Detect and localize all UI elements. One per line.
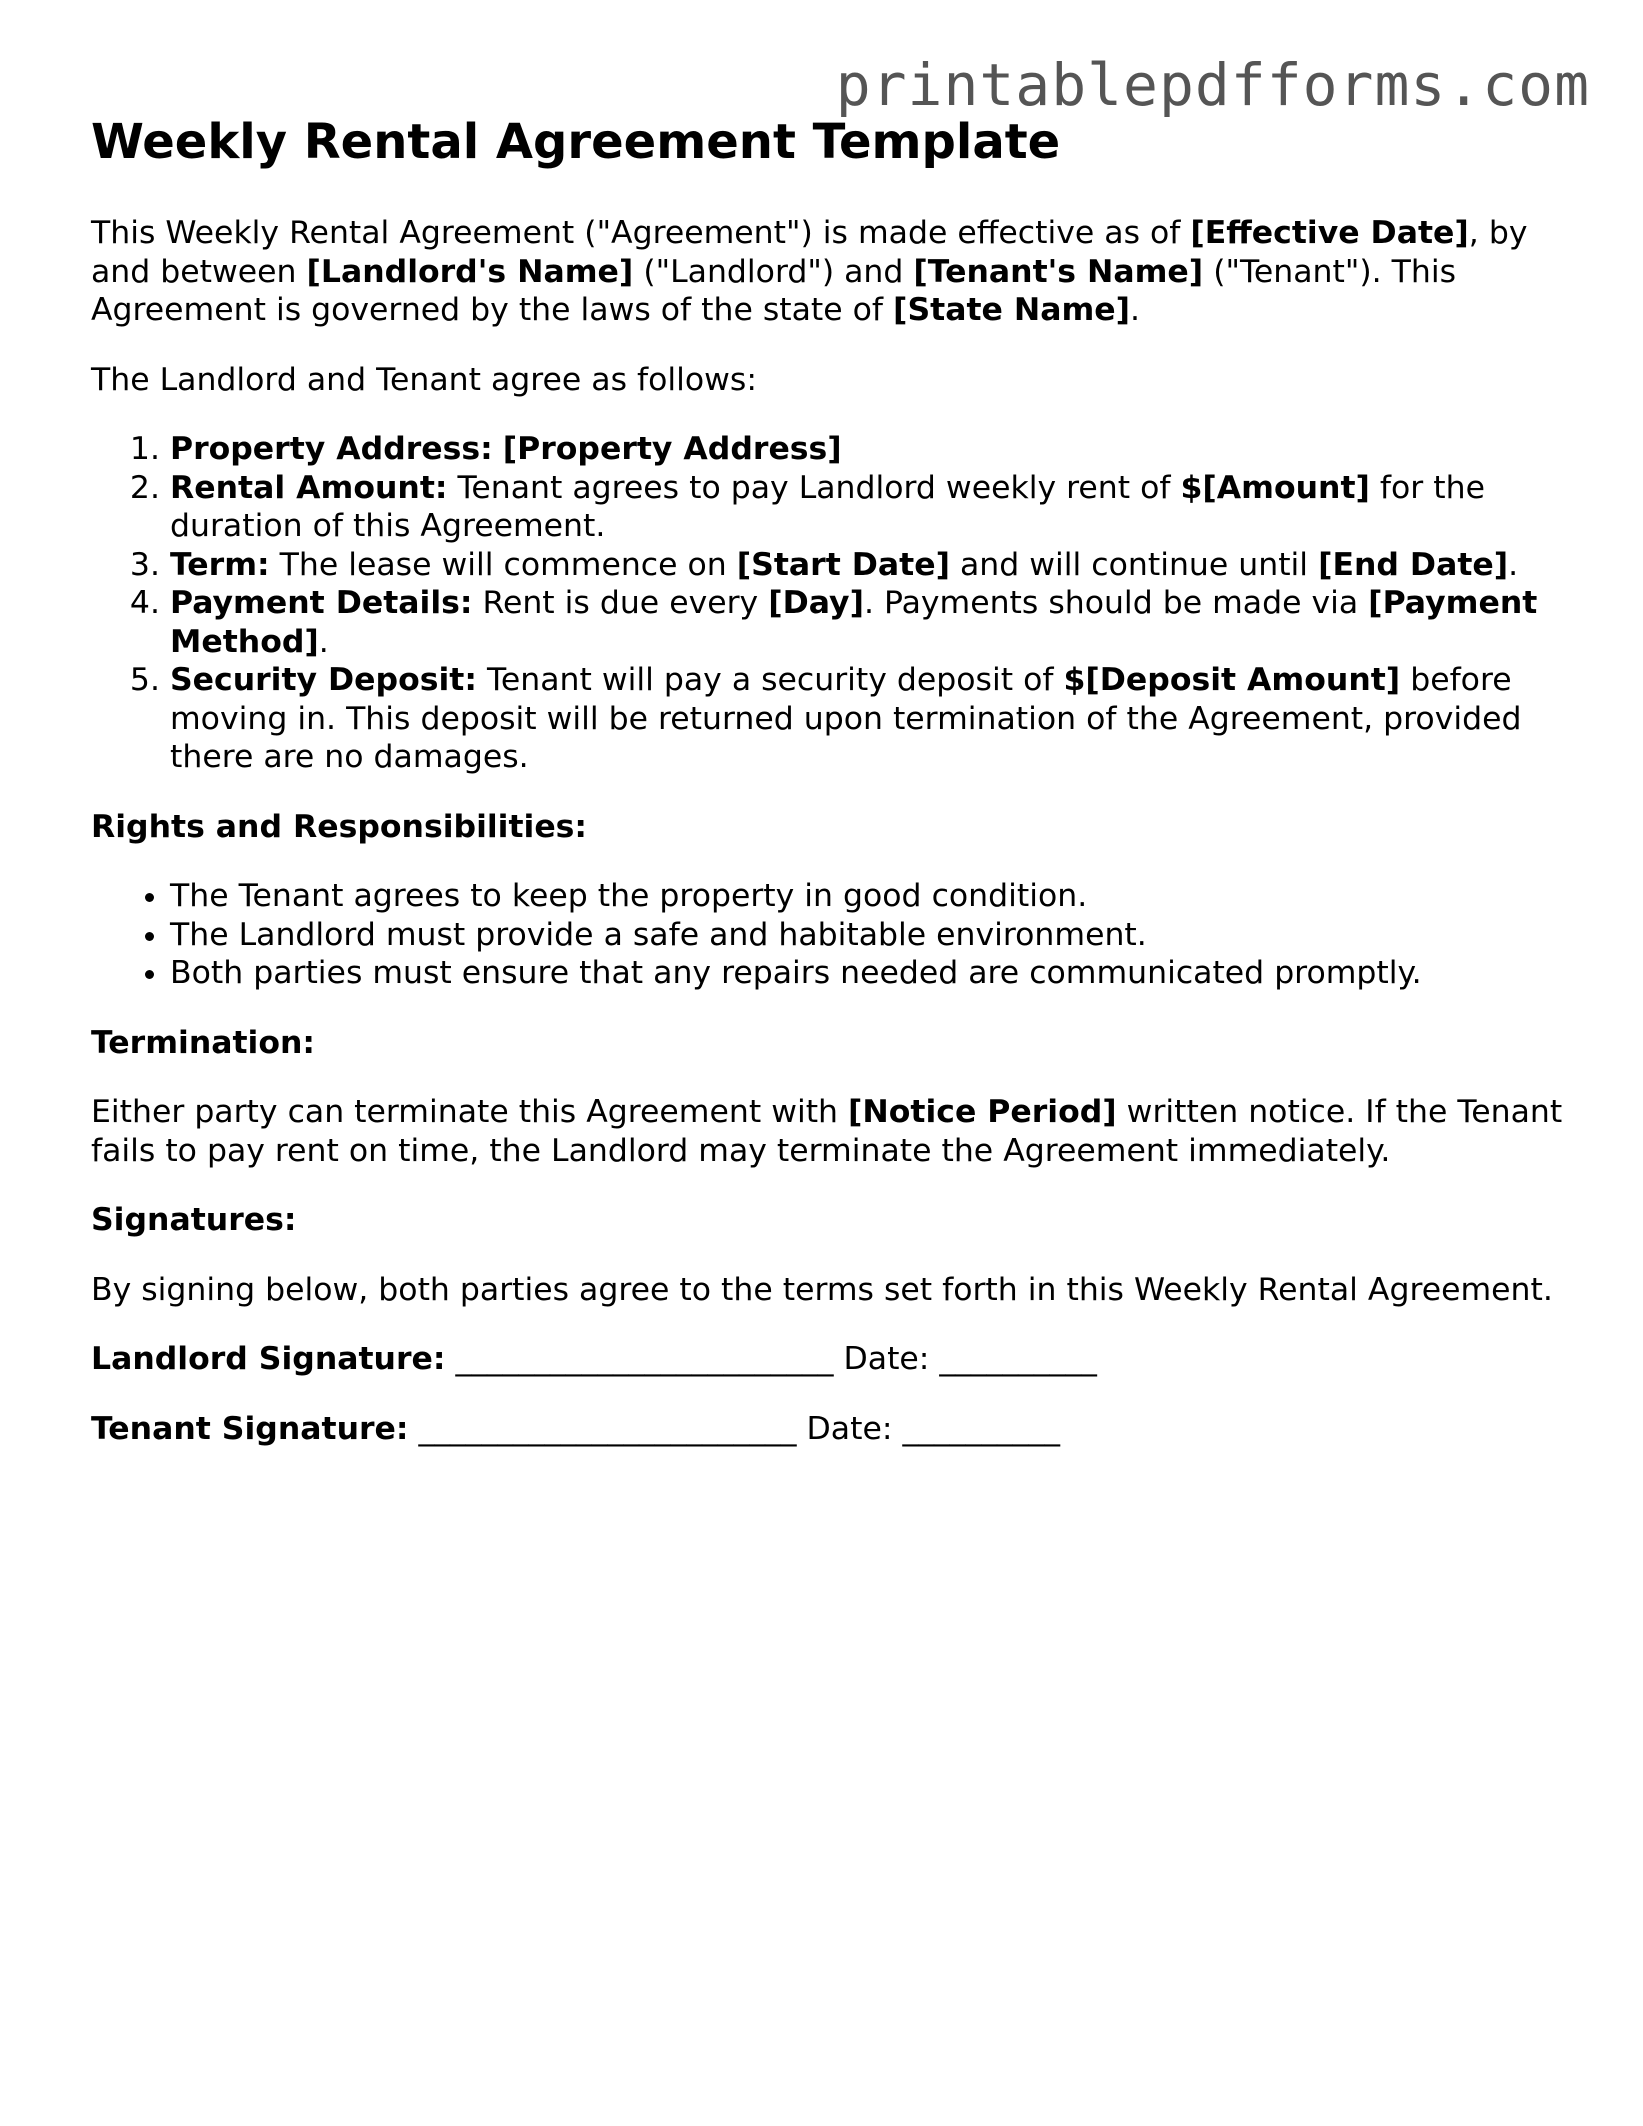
property-address-placeholder: [Property Address] bbox=[502, 431, 842, 467]
landlord-signature-label: Landlord Signature: bbox=[91, 1341, 446, 1377]
intro-paragraph bbox=[91, 214, 1591, 330]
landlord-signature-field[interactable]: ________________________ bbox=[445, 1341, 844, 1377]
term-text-3: . bbox=[1508, 546, 1519, 583]
deposit-text-2: before moving in. This deposit will be returned upon termination of the Agreement, provided there are no damages. bbox=[170, 662, 1522, 775]
term-property-address bbox=[170, 430, 1591, 469]
rights-list bbox=[91, 877, 1591, 993]
payment-text-2: . Payments should be made via bbox=[863, 585, 1369, 621]
term-lease-term bbox=[170, 546, 1591, 585]
list-item: • The Tenant agrees to keep the property in good condition. bbox=[170, 877, 1591, 916]
rental-text-1: Tenant agrees to pay Landlord weekly rent of bbox=[447, 469, 1181, 506]
payment-text-1: Rent is due every bbox=[472, 585, 769, 621]
list-item: • Both parties must ensure that any repairs needed are communicated promptly. bbox=[170, 954, 1591, 993]
tenant-signature-field[interactable]: ________________________ bbox=[408, 1410, 807, 1447]
term-rental-amount bbox=[170, 469, 1591, 546]
tenant-name-placeholder: [Tenant's Name] bbox=[913, 253, 1204, 290]
intro-text-3: ("Landlord") and bbox=[633, 253, 914, 290]
intro-text-1: This Weekly Rental Agreement ("Agreement") is made effective as of bbox=[91, 215, 1191, 251]
signatures-heading bbox=[91, 1201, 1591, 1240]
state-name-placeholder: [State Name] bbox=[893, 292, 1131, 328]
property-address-label: Property Address: bbox=[170, 431, 493, 467]
document-body bbox=[91, 110, 1591, 1479]
term-label: Term: bbox=[170, 546, 270, 583]
deposit-text-1: Tenant will pay a security deposit of bbox=[476, 662, 1064, 698]
term-text-2: and will continue until bbox=[949, 546, 1319, 583]
tenant-signature-line bbox=[91, 1410, 1591, 1449]
termination-paragraph bbox=[91, 1093, 1591, 1170]
rights-heading-text: Rights and Responsibilities: bbox=[91, 808, 588, 845]
end-date-placeholder: [End Date] bbox=[1318, 546, 1509, 583]
termination-heading bbox=[91, 1024, 1591, 1063]
payment-method-placeholder: [Payment Method] bbox=[170, 585, 1538, 660]
watermark: printablepdfforms.com bbox=[835, 51, 1590, 119]
signatures-heading-text: Signatures: bbox=[91, 1202, 297, 1238]
terms-list bbox=[91, 430, 1591, 777]
payment-details-label: Payment Details: bbox=[170, 585, 473, 621]
intro-text-5: . bbox=[1130, 292, 1141, 328]
day-placeholder: [Day] bbox=[768, 585, 864, 621]
security-deposit-label: Security Deposit: bbox=[170, 662, 477, 698]
tenant-signature-label: Tenant Signature: bbox=[91, 1410, 409, 1447]
list-item: • The Landlord must provide a safe and habitable environment. bbox=[170, 916, 1591, 955]
landlord-date-field[interactable]: Date: __________ bbox=[843, 1341, 1097, 1377]
notice-period-placeholder: [Notice Period] bbox=[848, 1094, 1117, 1130]
document-title: Weekly Rental Agreement Template bbox=[91, 114, 1061, 170]
term-text-1: The lease will commence on bbox=[269, 546, 737, 583]
tenant-date-field[interactable]: Date: __________ bbox=[806, 1410, 1060, 1447]
start-date-placeholder: [Start Date] bbox=[736, 546, 950, 583]
rent-amount-placeholder: $[Amount] bbox=[1180, 469, 1370, 506]
term-security-deposit bbox=[170, 661, 1591, 777]
rental-amount-label: Rental Amount: bbox=[170, 469, 448, 506]
agree-paragraph: The Landlord and Tenant agree as follows: bbox=[91, 361, 757, 398]
term-payment-details bbox=[170, 584, 1591, 661]
rights-heading bbox=[91, 808, 1591, 847]
landlord-signature-line bbox=[91, 1340, 1591, 1379]
payment-text-3: . bbox=[318, 623, 329, 660]
effective-date-placeholder: [Effective Date] bbox=[1190, 215, 1469, 251]
termination-text-2: written notice. If the Tenant fails to pay rent on time, the Landlord may terminate the Agreement immediately. bbox=[91, 1094, 1563, 1169]
termination-text-1: Either party can terminate this Agreement with bbox=[91, 1094, 849, 1130]
termination-heading-text: Termination: bbox=[91, 1024, 316, 1061]
intro-text-4: ("Tenant"). This Agreement is governed by the laws of the state of bbox=[91, 253, 1457, 328]
deposit-amount-placeholder: $[Deposit Amount] bbox=[1063, 662, 1401, 698]
rental-text-2: for the duration of this Agreement. bbox=[170, 469, 1485, 544]
landlord-name-placeholder: [Landlord's Name] bbox=[306, 253, 634, 290]
signatures-paragraph: By signing below, both parties agree to the terms set forth in this Weekly Rental Agreement. bbox=[91, 1271, 1553, 1308]
intro-text-2: , by and between bbox=[91, 215, 1528, 290]
